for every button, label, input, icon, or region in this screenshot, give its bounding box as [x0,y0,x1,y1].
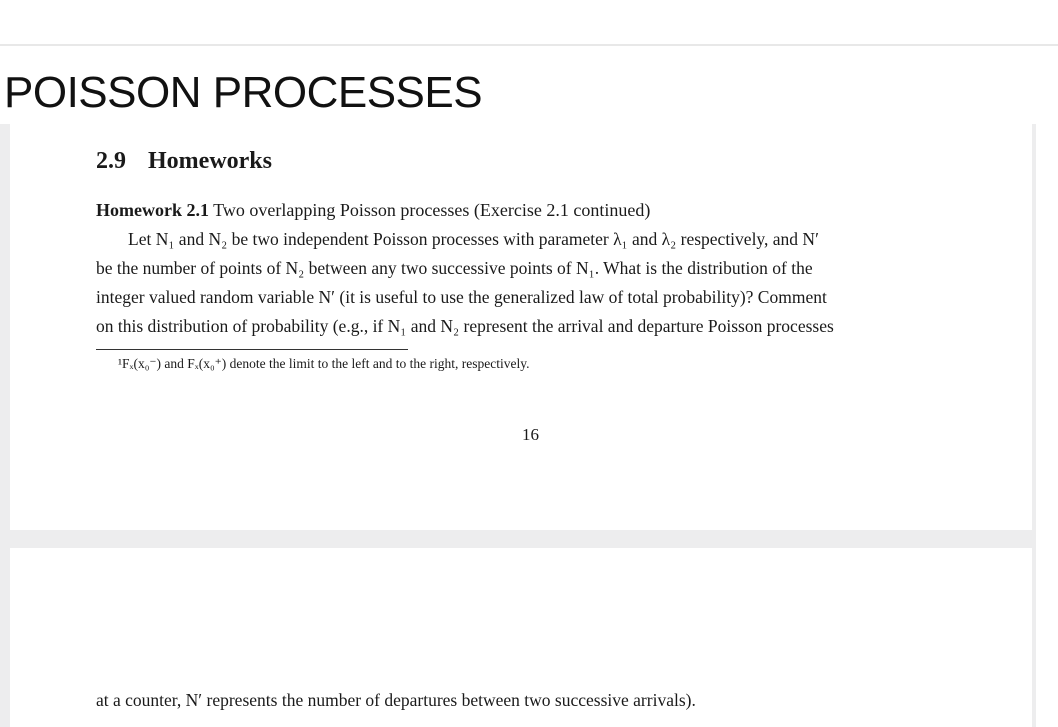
homework-label: Homework 2.1 [96,200,209,220]
paragraph-line-3: integer valued random variable N′ (it is useful to use the generalized law of total probability)? Comment [96,287,827,307]
section-number: 2.9 [96,148,126,174]
paragraph-line-4: on this distribution of probability (e.g., if N₁ and N₂ represent the arrival and departure Poisson processes [96,316,834,336]
footnote: ¹Fₓ(x₀⁻) and Fₓ(x₀⁺) denote the limit to the left and to the right, respectively. [118,356,530,371]
document-title: POISSON PROCESSES [4,68,483,117]
page-number: 16 [522,425,539,444]
section-heading [96,148,272,175]
homework-heading [96,200,650,221]
homework-title: Two overlapping Poisson processes (Exercise 2.1 continued) [213,200,651,220]
top-bar [0,0,1058,46]
paragraph-continuation: at a counter, N′ represents the number of departures between two successive arrivals). [96,690,696,710]
section-title: Homeworks [148,148,272,174]
paragraph-line-2: be the number of points of N₂ between any two successive points of N₁. What is the distribution of the [96,258,813,278]
paragraph-line-1: Let N₁ and N₂ be two independent Poisson processes with parameter λ₁ and λ₂ respectively, and N′ [128,229,819,249]
footnote-rule [96,349,408,350]
